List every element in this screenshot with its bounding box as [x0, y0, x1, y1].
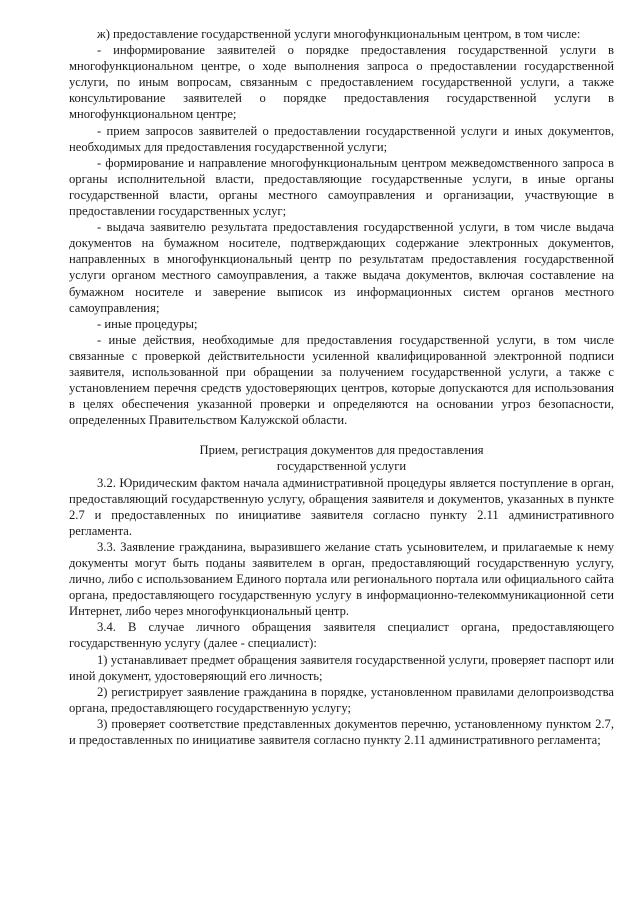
- list-item-3: 3) проверяет соответствие представленных документов перечню, установленному пунктом 2.7, и предоставленных по инициативе заявителя согласно пункту 2.11 административного регламента;: [69, 716, 614, 748]
- paragraph-result-issue: - выдача заявителю результата предоставления государственной услуги, в том числе выдача документов на бумажном носителе, подтверждающих содержание электронных документов, направленных в многофункциональный центр по результатам предоставления государственной услуги органом местного самоуправления, а также выдача документов, включая составление на бумажном носителе и заверение выписок из информационных систем органов местного самоуправления;: [69, 220, 614, 315]
- list-item-2: 2) регистрирует заявление гражданина в порядке, установленном правилами делопроизводства органа, предоставляющего государственную услугу;: [69, 684, 614, 715]
- section-heading-line1: Прием, регистрация документов для предоставления: [199, 443, 484, 458]
- paragraph-informing: - информирование заявителей о порядке предоставления государственной услуги в многофункциональном центре, о ходе выполнения запроса о предоставлении государственной услуги, по иным вопросам, связанным с предоставлением государственной услуги, а также консультирование заявителей о порядке предоставления государственной услуги в многофункциональном центре;: [69, 43, 614, 122]
- paragraph-other-actions: - иные действия, необходимые для предоставления государственной услуги, в том числе связанные с проверкой действительности усиленной квалифицированной электронной подписи заявителя, использованной при обращении за получением государственной услуги, а также с установлением перечня средств удостоверяющих центров, которые допускаются для использования в целях обеспечения указанной проверки и определяются на основании угроз безопасности, определенных Правительством Калужской области.: [69, 332, 614, 428]
- paragraph-interagency: - формирование и направление многофункциональным центром межведомственного запроса в органы исполнительной власти, предоставляющие государственные услуги, в иные органы государственной власти, органы местного самоуправления и организации, участвующие в предоставлении государственных услуг;: [69, 155, 614, 219]
- document-page: [69, 26, 614, 748]
- list-item-1: 1) устанавливает предмет обращения заявителя государственной услуги, проверяет паспорт или иной документ, удостоверяющий его личность;: [69, 652, 614, 683]
- paragraph-requests: - прием запросов заявителей о предоставлении государственной услуги и иных документов, необходимых для предоставления государственной услуги;: [69, 123, 614, 154]
- paragraph-3-4: 3.4. В случае личного обращения заявителя специалист органа, предоставляющего государственную услугу (далее - специалист):: [69, 620, 614, 651]
- section-gap: [69, 428, 614, 442]
- paragraph-3-3: 3.3. Заявление гражданина, выразившего желание стать усыновителем, и прилагаемые к нему документы могут быть поданы заявителем в орган, предоставляющий государственную услугу, лично, либо с использованием Единого портала или регионального портала или официального сайта органа, предоставляющего государственную услугу в информационно-телекоммуникационной сети Интернет, либо через многофункциональный центр.: [69, 539, 614, 619]
- paragraph-mfc-intro: ж) предоставление государственной услуги многофункциональным центром, в том числе:: [97, 27, 581, 41]
- paragraph-3-2: 3.2. Юридическим фактом начала административной процедуры является поступление в орган, предоставляющий государственную услугу, обращения заявителя и документов, указанных в пункте 2.7 и предоставленных по инициативе заявителя согласно пункту 2.11 административного регламента.: [69, 475, 614, 538]
- section-heading-line2: государственной услуги: [276, 459, 407, 474]
- paragraph-other-procedures: - иные процедуры;: [97, 316, 198, 331]
